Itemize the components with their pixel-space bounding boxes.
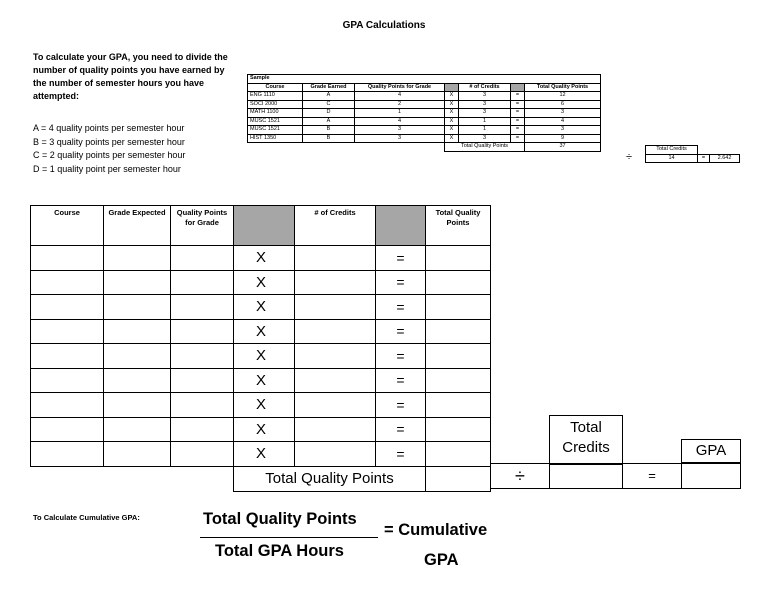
grade-cell[interactable] xyxy=(104,368,171,393)
intro-line: the number of semester hours you have xyxy=(33,78,205,88)
sample-cell: A xyxy=(303,92,355,101)
sample-caption: Sample xyxy=(248,75,601,84)
course-cell[interactable] xyxy=(31,270,104,295)
sample-cell: MATH 1100 xyxy=(248,109,303,118)
sample-cell: = xyxy=(511,117,525,126)
course-cell[interactable] xyxy=(31,319,104,344)
sample-cell: 3 xyxy=(459,109,511,118)
sample-cell: X xyxy=(445,126,459,135)
sample-cell: 4 xyxy=(355,117,445,126)
total-cell[interactable] xyxy=(426,417,491,442)
equals-symbol: = xyxy=(376,295,426,320)
total-cell[interactable] xyxy=(426,344,491,369)
grade-cell[interactable] xyxy=(104,246,171,271)
sample-cell: X xyxy=(445,109,459,118)
total-credits-label xyxy=(549,415,623,465)
course-cell[interactable] xyxy=(31,295,104,320)
worksheet-header-quality-points: Quality Points for Grade xyxy=(171,206,234,246)
sample-cell: = xyxy=(511,126,525,135)
worksheet-header-credits: # of Credits xyxy=(295,206,376,246)
quality-points-cell[interactable] xyxy=(171,442,234,467)
sample-cell: 1 xyxy=(459,126,511,135)
total-cell[interactable] xyxy=(426,246,491,271)
credits-cell[interactable] xyxy=(295,442,376,467)
worksheet-row xyxy=(31,368,491,393)
worksheet-header-total: Total Quality Points xyxy=(426,206,491,246)
equals-symbol: = xyxy=(376,368,426,393)
worksheet-header-shaded xyxy=(376,206,426,246)
gpa-result-cell[interactable] xyxy=(681,463,741,489)
sample-credits-table xyxy=(645,145,740,163)
sample-equals: = xyxy=(698,154,710,163)
course-cell[interactable] xyxy=(31,246,104,271)
sample-cell: 9 xyxy=(525,134,601,143)
intro-line: To calculate your GPA, you need to divide the xyxy=(33,52,228,62)
sample-cell: 1 xyxy=(459,117,511,126)
grade-cell[interactable] xyxy=(104,417,171,442)
credits-cell[interactable] xyxy=(295,295,376,320)
worksheet-header-course: Course xyxy=(31,206,104,246)
times-symbol: X xyxy=(234,295,295,320)
gpa-equals-symbol: = xyxy=(622,463,682,489)
fraction-bar xyxy=(200,537,378,538)
equals-symbol: = xyxy=(376,393,426,418)
credits-cell[interactable] xyxy=(295,246,376,271)
sample-cell: B xyxy=(303,134,355,143)
grade-cell[interactable] xyxy=(104,442,171,467)
credits-cell[interactable] xyxy=(295,319,376,344)
equals-symbol: = xyxy=(376,344,426,369)
quality-points-cell[interactable] xyxy=(171,295,234,320)
quality-points-cell[interactable] xyxy=(171,368,234,393)
sample-cell: 3 xyxy=(459,92,511,101)
sample-cell: 2 xyxy=(355,100,445,109)
cumulative-result-gpa: GPA xyxy=(424,551,459,569)
sample-cell: = xyxy=(511,100,525,109)
equals-symbol: = xyxy=(376,417,426,442)
equals-symbol: = xyxy=(376,270,426,295)
sample-header: Total Quality Points xyxy=(525,83,601,92)
total-cell[interactable] xyxy=(426,319,491,344)
sample-cell: 3 xyxy=(525,109,601,118)
sample-cell: 3 xyxy=(459,134,511,143)
total-quality-points-cell[interactable] xyxy=(426,466,491,491)
total-cell[interactable] xyxy=(426,393,491,418)
sample-cell: 12 xyxy=(525,92,601,101)
times-symbol: X xyxy=(234,417,295,442)
sample-total-row xyxy=(248,143,601,152)
intro-text xyxy=(33,51,263,103)
sample-cell: HIST 1350 xyxy=(248,134,303,143)
sample-cell: 6 xyxy=(525,100,601,109)
quality-points-cell[interactable] xyxy=(171,319,234,344)
divide-symbol: ÷ xyxy=(490,463,550,489)
sample-cell: X xyxy=(445,92,459,101)
sample-header: Course xyxy=(248,83,303,92)
worksheet-row xyxy=(31,319,491,344)
equals-symbol: = xyxy=(376,319,426,344)
worksheet-row xyxy=(31,270,491,295)
sample-header-shaded xyxy=(445,83,459,92)
grade-cell[interactable] xyxy=(104,270,171,295)
worksheet-header-shaded xyxy=(234,206,295,246)
quality-points-cell[interactable] xyxy=(171,270,234,295)
intro-line: attempted: xyxy=(33,91,80,101)
times-symbol: X xyxy=(234,442,295,467)
equals-symbol: = xyxy=(376,246,426,271)
total-cell[interactable] xyxy=(426,442,491,467)
sample-cell: 3 xyxy=(355,126,445,135)
worksheet-total-row xyxy=(31,466,491,491)
sample-cell: 1 xyxy=(355,109,445,118)
worksheet-row xyxy=(31,246,491,271)
worksheet-row xyxy=(31,393,491,418)
worksheet-row xyxy=(31,295,491,320)
credits-cell[interactable] xyxy=(295,270,376,295)
sample-total-label: Total Quality Points xyxy=(445,143,525,152)
quality-points-cell[interactable] xyxy=(171,246,234,271)
intro-line: number of quality points you have earned by xyxy=(33,65,225,75)
sample-cell: = xyxy=(511,92,525,101)
sample-row xyxy=(248,117,601,126)
sample-cell: MUSC 1521 xyxy=(248,117,303,126)
worksheet-header-row xyxy=(31,206,491,246)
cumulative-denominator: Total GPA Hours xyxy=(215,542,344,560)
grade-cell[interactable] xyxy=(104,319,171,344)
times-symbol: X xyxy=(234,319,295,344)
sample-header: Grade Earned xyxy=(303,83,355,92)
scale-line: D = 1 quality point per semester hour xyxy=(33,163,181,174)
sample-row xyxy=(248,109,601,118)
times-symbol: X xyxy=(234,246,295,271)
sample-header-row xyxy=(248,83,601,92)
sample-table xyxy=(247,74,601,152)
grade-cell[interactable] xyxy=(104,295,171,320)
sample-cell: X xyxy=(445,134,459,143)
total-cell[interactable] xyxy=(426,368,491,393)
sample-cell: C xyxy=(303,100,355,109)
sample-cell: A xyxy=(303,117,355,126)
sample-header: Quality Points for Grade xyxy=(355,83,445,92)
quality-points-cell[interactable] xyxy=(171,417,234,442)
sample-cell: ENG 1110 xyxy=(248,92,303,101)
sample-total-value: 37 xyxy=(525,143,601,152)
cumulative-numerator: Total Quality Points xyxy=(203,510,357,528)
grade-scale xyxy=(33,122,263,176)
equals-symbol: = xyxy=(376,442,426,467)
credits-cell[interactable] xyxy=(295,393,376,418)
total-cell[interactable] xyxy=(426,270,491,295)
sample-cell: 3 xyxy=(459,100,511,109)
course-cell[interactable] xyxy=(31,442,104,467)
course-cell[interactable] xyxy=(31,344,104,369)
credits-cell[interactable] xyxy=(295,344,376,369)
times-symbol: X xyxy=(234,270,295,295)
credits-cell[interactable] xyxy=(295,417,376,442)
gpa-label: GPA xyxy=(681,439,741,463)
total-credits-text: Total Credits xyxy=(562,419,610,456)
credits-cell[interactable] xyxy=(295,368,376,393)
total-cell[interactable] xyxy=(426,295,491,320)
sample-cell: 4 xyxy=(355,92,445,101)
scale-line: B = 3 quality points per semester hour xyxy=(33,136,185,147)
sample-cell: X xyxy=(445,117,459,126)
quality-points-cell[interactable] xyxy=(171,344,234,369)
times-symbol: X xyxy=(234,368,295,393)
sample-cell: 3 xyxy=(355,134,445,143)
sample-cell: SOCI 2000 xyxy=(248,100,303,109)
sample-cell: B xyxy=(303,126,355,135)
course-cell[interactable] xyxy=(31,368,104,393)
total-credits-cell[interactable] xyxy=(549,463,623,489)
times-symbol: X xyxy=(234,344,295,369)
course-cell[interactable] xyxy=(31,393,104,418)
sample-cell: = xyxy=(511,134,525,143)
sample-cell: D xyxy=(303,109,355,118)
cumulative-result: = Cumulative xyxy=(384,521,488,539)
quality-points-cell[interactable] xyxy=(171,393,234,418)
worksheet-header-grade: Grade Expected xyxy=(104,206,171,246)
sample-cell: 4 xyxy=(525,117,601,126)
sample-row xyxy=(248,92,601,101)
sample-credits-value: 14 xyxy=(646,154,698,163)
grade-cell[interactable] xyxy=(104,344,171,369)
cumulative-label: To Calculate Cumulative GPA: xyxy=(33,513,140,522)
sample-cell: MUSC 1521 xyxy=(248,126,303,135)
worksheet-row xyxy=(31,442,491,467)
sample-divide-symbol: ÷ xyxy=(626,151,633,163)
page-title: GPA Calculations xyxy=(342,20,426,31)
worksheet-row xyxy=(31,344,491,369)
sample-row xyxy=(248,100,601,109)
sample-row xyxy=(248,126,601,135)
sample-cell: X xyxy=(445,100,459,109)
sample-row xyxy=(248,134,601,143)
scale-line: A = 4 quality points per semester hour xyxy=(33,123,185,133)
sample-header: # of Credits xyxy=(459,83,511,92)
times-symbol: X xyxy=(234,393,295,418)
scale-line: C = 2 quality points per semester hour xyxy=(33,150,186,160)
course-cell[interactable] xyxy=(31,417,104,442)
sample-cell: 3 xyxy=(525,126,601,135)
sample-cell: = xyxy=(511,109,525,118)
gpa-worksheet-table xyxy=(30,205,491,492)
total-quality-points-label: Total Quality Points xyxy=(234,466,426,491)
grade-cell[interactable] xyxy=(104,393,171,418)
sample-credits-label: Total Credits xyxy=(646,146,698,155)
worksheet-row xyxy=(31,417,491,442)
sample-header-shaded xyxy=(511,83,525,92)
sample-gpa-value: 2.642 xyxy=(710,154,740,163)
